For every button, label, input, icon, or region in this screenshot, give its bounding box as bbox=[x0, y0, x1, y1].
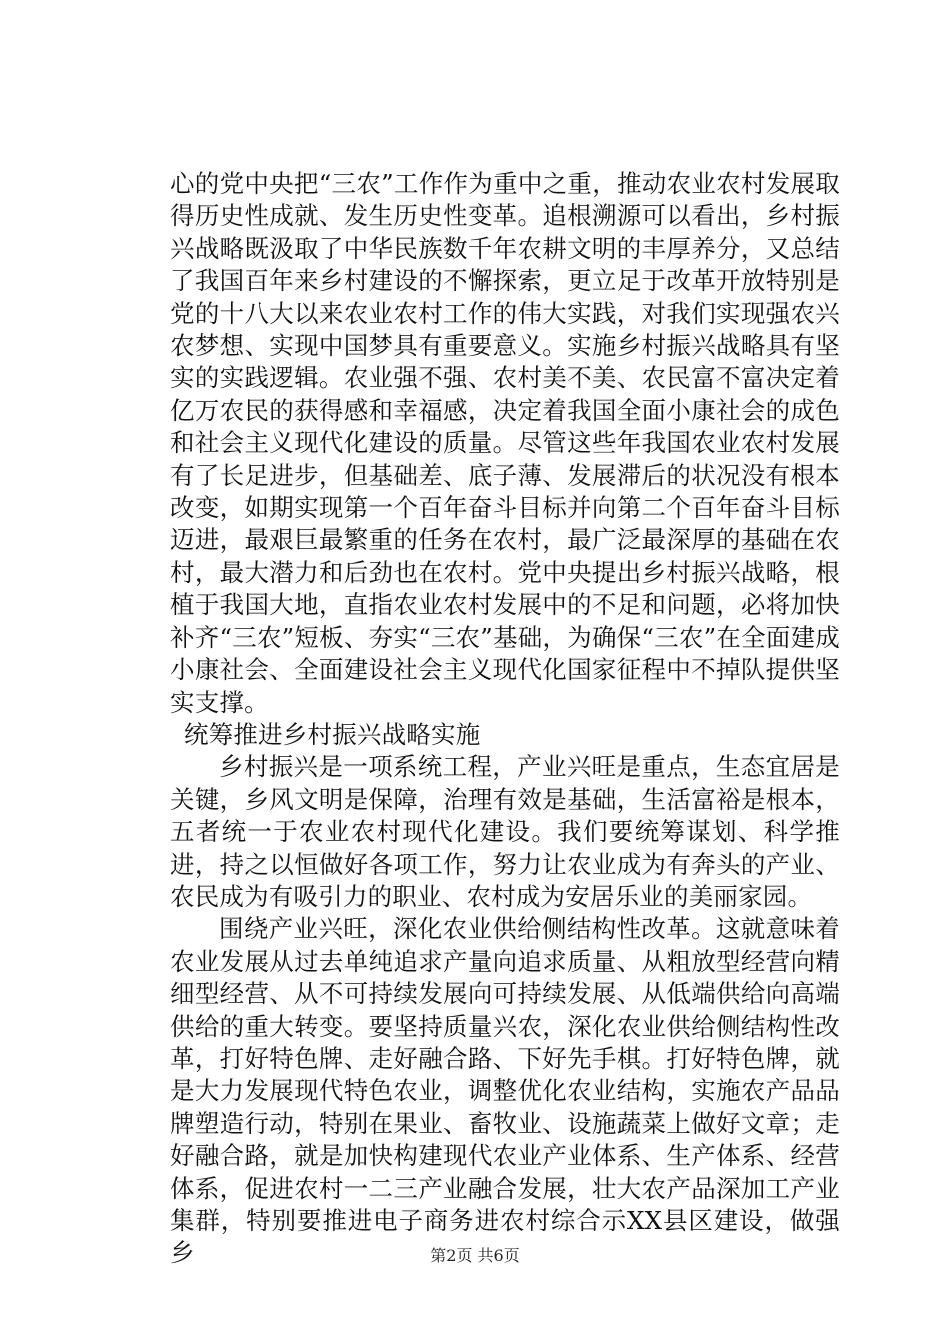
page-footer: 第2页 共6页 bbox=[430, 1246, 520, 1265]
document-body bbox=[170, 168, 840, 1270]
section-heading: 统筹推进乡村振兴战略实施 bbox=[184, 719, 481, 749]
paragraph-industry: 围绕产业兴旺，深化农业供给侧结构性改革。这就意味着农业发展从过去单纯追求产量向追求质量、从粗放型经营向精细型经营、从不可持续发展向可持续发展、从低端供给向高端供给的重大转变。要坚持质量兴农，深化农业供给侧结构性改革，打好特色牌、走好融合路、下好先手棋。打好特色牌，就是大力发展现代特色农业，调整优化农业结构，实施农产品品牌塑造行动，特别在果业、畜牧业、设施蔬菜上做好文章；走好融合路，就是加快构建现代农业产业体系、生产体系、经营体系，促进农村一二三产业融合发展，壮大农产品深加工产业集群，特别要推进电子商务进农村综合示XX县区建设，做强乡 bbox=[170, 914, 840, 1268]
paragraph-overview: 乡村振兴是一项系统工程，产业兴旺是重点，生态宜居是关键，乡风文明是保障，治理有效是基础，生活富裕是根本，五者统一于农业农村现代化建设。我们要统筹谋划、科学推进，持之以恒做好各项工作，努力让农业成为有奔头的产业、农民成为有吸引力的职业、农村成为安居乐业的美丽家园。 bbox=[170, 752, 840, 911]
paragraph-continuation: 心的党中央把“三农”工作作为重中之重，推动农业农村发展取得历史性成就、发生历史性变革。追根溯源可以看出，乡村振兴战略既汲取了中华民族数千年农耕文明的丰厚养分，又总结了我国百年来乡村建设的不懈探索，更立足于改革开放特别是党的十八大以来农业农村工作的伟大实践，对我们实现强农兴农梦想、实现中国梦具有重要意义。实施乡村振兴战略具有坚实的实践逻辑。农业强不强、农村美不美、农民富不富决定着亿万农民的获得感和幸福感，决定着我国全面小康社会的成色和社会主义现代化建设的质量。尽管这些年我国农业农村发展有了长足进步，但基础差、底子薄、发展滞后的状况没有根本改变，如期实现第一个百年奋斗目标并向第二个百年奋斗目标迈进，最艰巨最繁重的任务在农村，最广泛最深厚的基础在农村，最大潜力和后劲也在农村。党中央提出乡村振兴战略，根植于我国大地，直指农业农村发展中的不足和问题，必将加快补齐“三农”短板、夯实“三农”基础，为确保“三农”在全面建成小康社会、全面建设社会主义现代化国家征程中不掉队提供坚实支撑。 bbox=[170, 169, 840, 717]
